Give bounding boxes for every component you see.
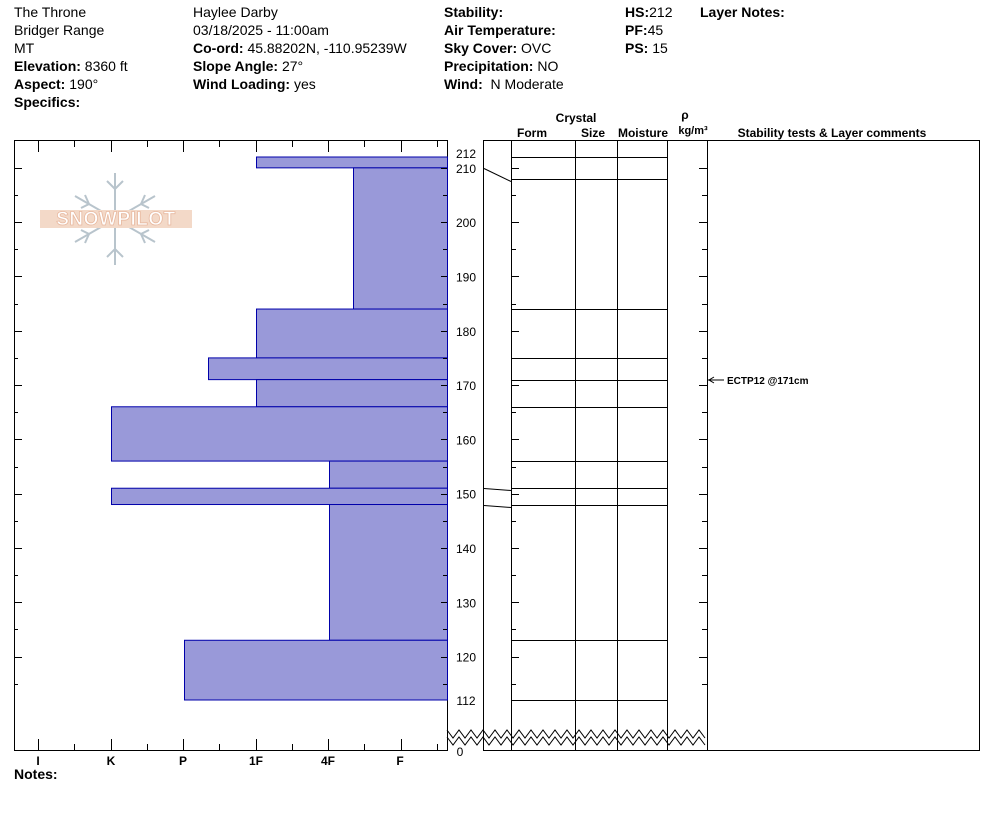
state: MT <box>14 40 35 56</box>
rho-header: ρ <box>681 108 689 122</box>
depth-label-0: 0 <box>456 745 464 759</box>
pf-label: PF: <box>625 22 648 38</box>
slope-label: Slope Angle: <box>193 58 279 74</box>
ps-label: PS: <box>625 40 649 56</box>
precip-value: NO <box>537 58 559 74</box>
depth-label-150: 150 <box>455 487 477 502</box>
elevation-label: Elevation: <box>14 58 81 74</box>
crystal-table-frame <box>484 141 980 751</box>
density-unit-header: kg/m³ <box>678 125 708 137</box>
depth-label-200: 200 <box>455 216 477 231</box>
logo-text: SNOWPILOT <box>56 209 176 230</box>
precip-label: Precipitation: <box>444 58 534 74</box>
location-name: The Throne <box>14 4 87 20</box>
layer-connector-151 <box>484 489 511 491</box>
depth-label-160: 160 <box>455 433 477 448</box>
size-header: Size <box>580 126 606 140</box>
hardness-layer-5 <box>112 407 448 461</box>
hardness-label-K: K <box>106 754 116 768</box>
depth-label-212: 212 <box>455 147 477 161</box>
pf-value: 45 <box>647 22 664 38</box>
crystal-headers <box>517 108 927 140</box>
wind-loading-value: yes <box>293 76 316 92</box>
hardness-layer-6 <box>330 461 448 488</box>
slope-value: 27° <box>281 58 304 74</box>
aspect-label: Aspect: <box>14 76 66 92</box>
sky-label: Sky Cover: <box>444 40 518 56</box>
hardness-layers <box>112 157 448 700</box>
hardness-layer-9 <box>185 640 448 700</box>
aspect-value: 190° <box>69 76 99 92</box>
wind-label: Wind: <box>444 76 483 92</box>
mountain-range: Bridger Range <box>14 22 105 38</box>
depth-label-180: 180 <box>455 324 477 339</box>
wind-value: N Moderate <box>490 76 564 92</box>
stability-header: Stability tests & Layer comments <box>737 126 927 140</box>
depth-label-210: 210 <box>455 161 477 176</box>
depth-label-130: 130 <box>455 596 477 611</box>
depth-label-190: 190 <box>455 270 477 285</box>
hardness-layer-7 <box>112 488 448 504</box>
sky-value: OVC <box>521 40 552 56</box>
hardness-layer-4 <box>257 380 448 407</box>
layer-connector-210 <box>484 169 511 182</box>
hardness-label-1F: 1F <box>248 754 264 768</box>
depth-label-140: 140 <box>455 541 477 556</box>
stability-label: Stability: <box>444 4 504 20</box>
column-dividers <box>512 140 708 751</box>
depth-label-120: 120 <box>455 650 477 665</box>
specifics-label: Specifics: <box>14 94 81 110</box>
notes-label: Notes: <box>14 766 58 782</box>
elevation-value: 8360 ft <box>84 58 128 74</box>
depth-label-170: 170 <box>455 379 477 394</box>
hardness-label-4F: 4F <box>320 754 336 768</box>
air-temp-label: Air Temperature: <box>444 22 556 38</box>
hardness-scale <box>36 754 403 768</box>
hardness-layer-1 <box>354 168 448 309</box>
depth-label-112: 112 <box>456 694 476 708</box>
hardness-layer-2 <box>257 309 448 358</box>
hardness-layer-3 <box>209 358 448 380</box>
stability-tests <box>708 376 809 387</box>
hardness-label-I: I <box>36 754 40 768</box>
coord-value: 45.88202N, -110.95239W <box>247 40 407 56</box>
hardness-label-F: F <box>396 754 404 768</box>
hs-value: 212 <box>649 4 673 20</box>
ps-value: 15 <box>652 40 668 56</box>
snowpilot-logo <box>40 173 192 265</box>
test-label-0: ECTP12 @171cm <box>727 376 809 387</box>
observation-datetime: 03/18/2025 - 11:00am <box>193 22 329 38</box>
hs-label: HS: <box>625 4 650 20</box>
hardness-layer-8 <box>330 505 448 641</box>
observer-name: Haylee Darby <box>193 4 278 20</box>
hardness-label-P: P <box>178 754 188 768</box>
wind-loading-label: Wind Loading: <box>193 76 291 92</box>
coord-label: Co-ord: <box>193 40 244 56</box>
layer-connector-148 <box>484 506 511 508</box>
hardness-layer-0 <box>257 157 448 168</box>
moisture-header: Moisture <box>617 126 669 140</box>
layer-notes-label: Layer Notes: <box>700 4 785 20</box>
form-header: Form <box>517 126 547 140</box>
crystal-header: Crystal <box>555 111 597 125</box>
